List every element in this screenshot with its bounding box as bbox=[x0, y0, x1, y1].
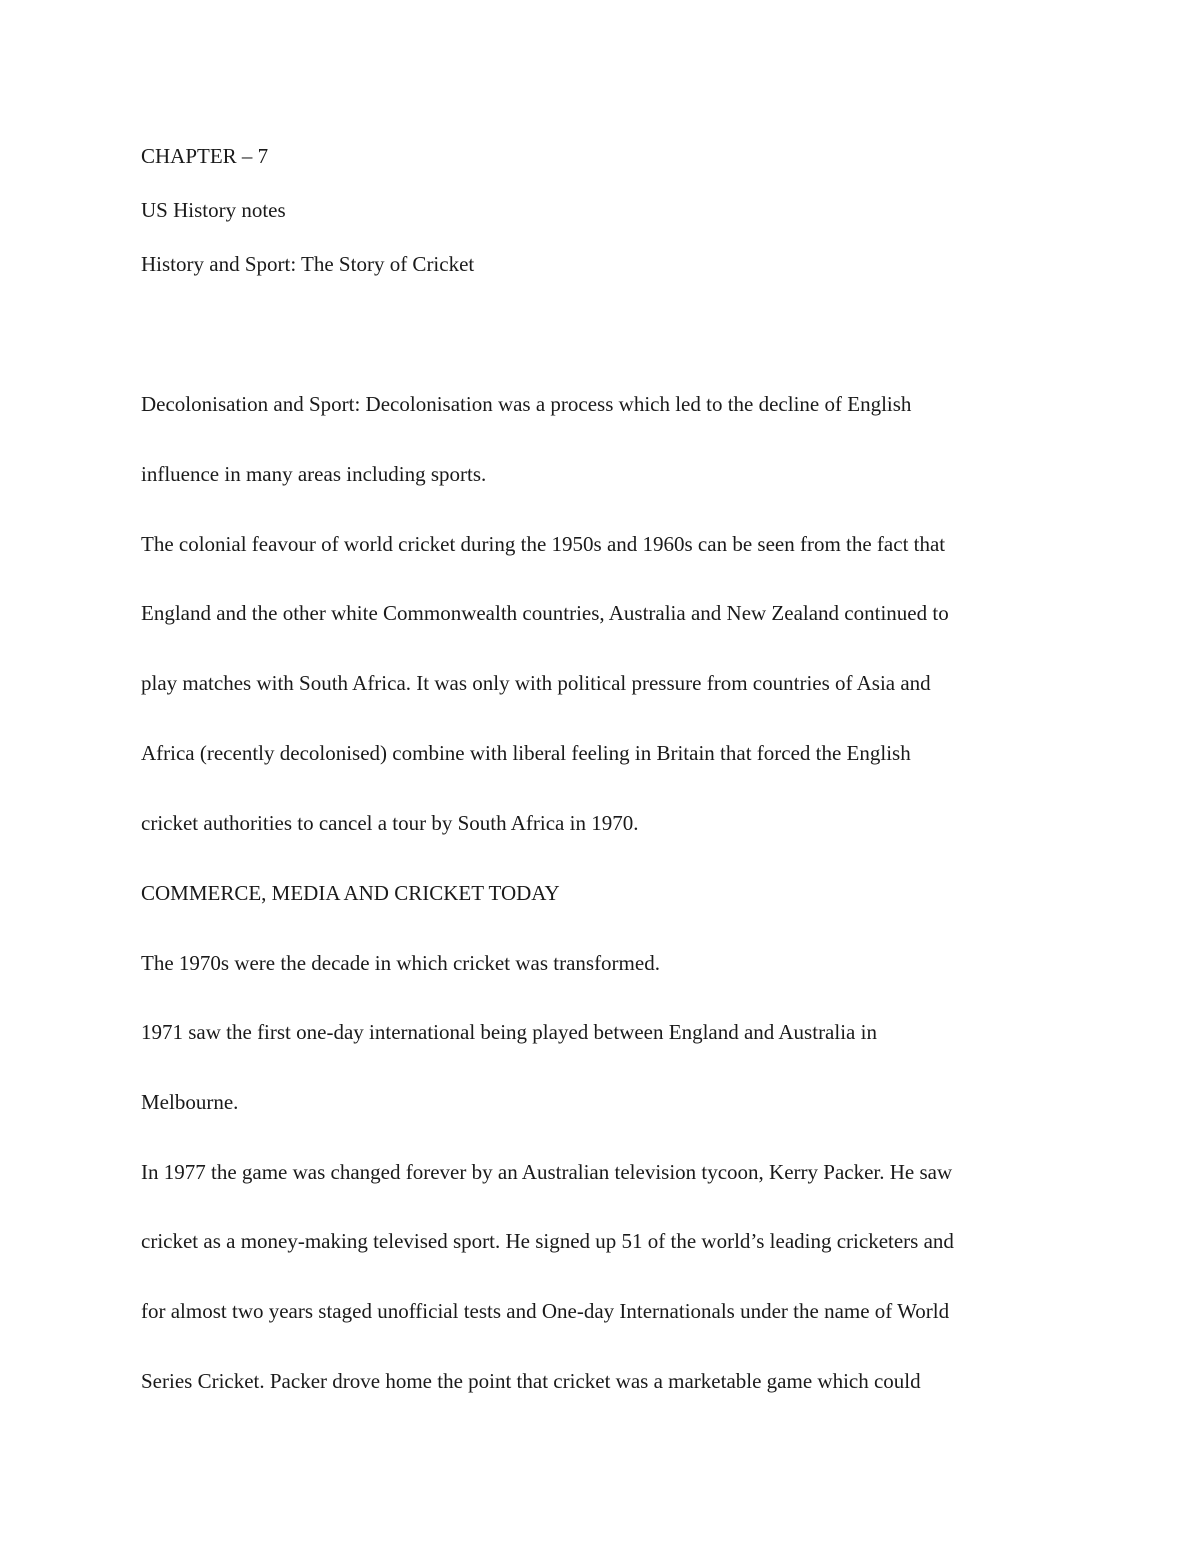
paragraph-line: 1971 saw the first one-day international being played between England and Australia in bbox=[141, 1020, 877, 1044]
section-heading: COMMERCE, MEDIA AND CRICKET TODAY bbox=[141, 881, 560, 905]
chapter-heading: CHAPTER – 7 bbox=[141, 144, 269, 168]
paragraph-line: Series Cricket. Packer drove home the point that cricket was a marketable game which could bbox=[141, 1369, 921, 1393]
paragraph-line: England and the other white Commonwealth countries, Australia and New Zealand continued to bbox=[141, 601, 949, 625]
paragraph-line: The colonial feavour of world cricket during the 1950s and 1960s can be seen from the fact that bbox=[141, 532, 946, 556]
paragraph-line: The 1970s were the decade in which cricket was transformed. bbox=[141, 951, 660, 975]
document-title: History and Sport: The Story of Cricket bbox=[141, 252, 475, 276]
paragraph-line: In 1977 the game was changed forever by an Australian television tycoon, Kerry Packer. He saw bbox=[141, 1160, 953, 1184]
paragraph-line: influence in many areas including sports. bbox=[141, 462, 487, 486]
paragraph-line: play matches with South Africa. It was only with political pressure from countries of Asia and bbox=[141, 671, 931, 695]
paragraph-line: cricket authorities to cancel a tour by South Africa in 1970. bbox=[141, 811, 639, 835]
paragraph-line: for almost two years staged unofficial tests and One-day Internationals under the name of World bbox=[141, 1299, 950, 1323]
subject-line: US History notes bbox=[141, 198, 286, 222]
paragraph-line: cricket as a money-making televised sport. He signed up 51 of the world’s leading cricketers and bbox=[141, 1229, 954, 1253]
paragraph-line: Melbourne. bbox=[141, 1090, 239, 1114]
paragraph-line: Decolonisation and Sport: Decolonisation was a process which led to the decline of English bbox=[141, 392, 912, 416]
paragraph-line: Africa (recently decolonised) combine with liberal feeling in Britain that forced the English bbox=[141, 741, 911, 765]
